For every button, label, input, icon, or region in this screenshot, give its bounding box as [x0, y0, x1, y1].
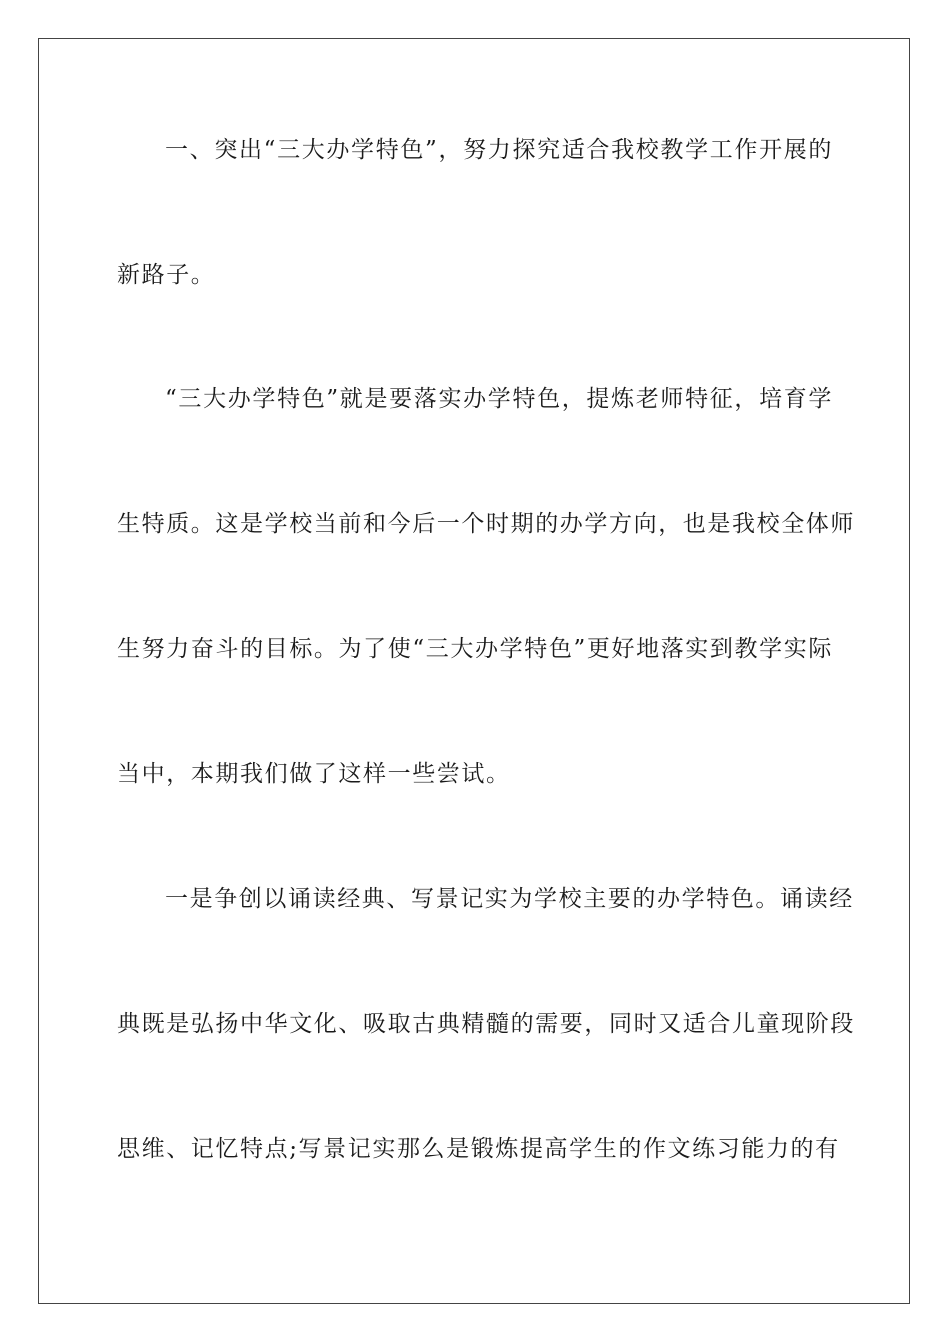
paragraph-2-line-4: 当中，本期我们做了这样一些尝试。: [117, 761, 511, 787]
paragraph-2-line-3: 生努力奋斗的目标。为了使“三大办学特色”更好地落实到教学实际: [117, 636, 833, 662]
page-border: [38, 38, 910, 1304]
paragraph-3-line-3: 思维、记忆特点;写景记实那么是锻炼提高学生的作文练习能力的有: [117, 1136, 840, 1162]
paragraph-3-line-2: 典既是弘扬中华文化、吸取古典精髓的需要，同时又适合儿童现阶段: [117, 1011, 855, 1037]
paragraph-1-line-1: 一、突出“三大办学特色”，努力探究适合我校教学工作开展的: [165, 137, 833, 163]
paragraph-2-line-1: “三大办学特色”就是要落实办学特色，提炼老师特征，培育学: [165, 386, 833, 412]
paragraph-1-line-2: 新路子。: [117, 262, 216, 288]
paragraph-3-line-1: 一是争创以诵读经典、写景记实为学校主要的办学特色。诵读经: [165, 886, 854, 912]
paragraph-2-line-2: 生特质。这是学校当前和今后一个时期的办学方向，也是我校全体师: [117, 511, 855, 537]
